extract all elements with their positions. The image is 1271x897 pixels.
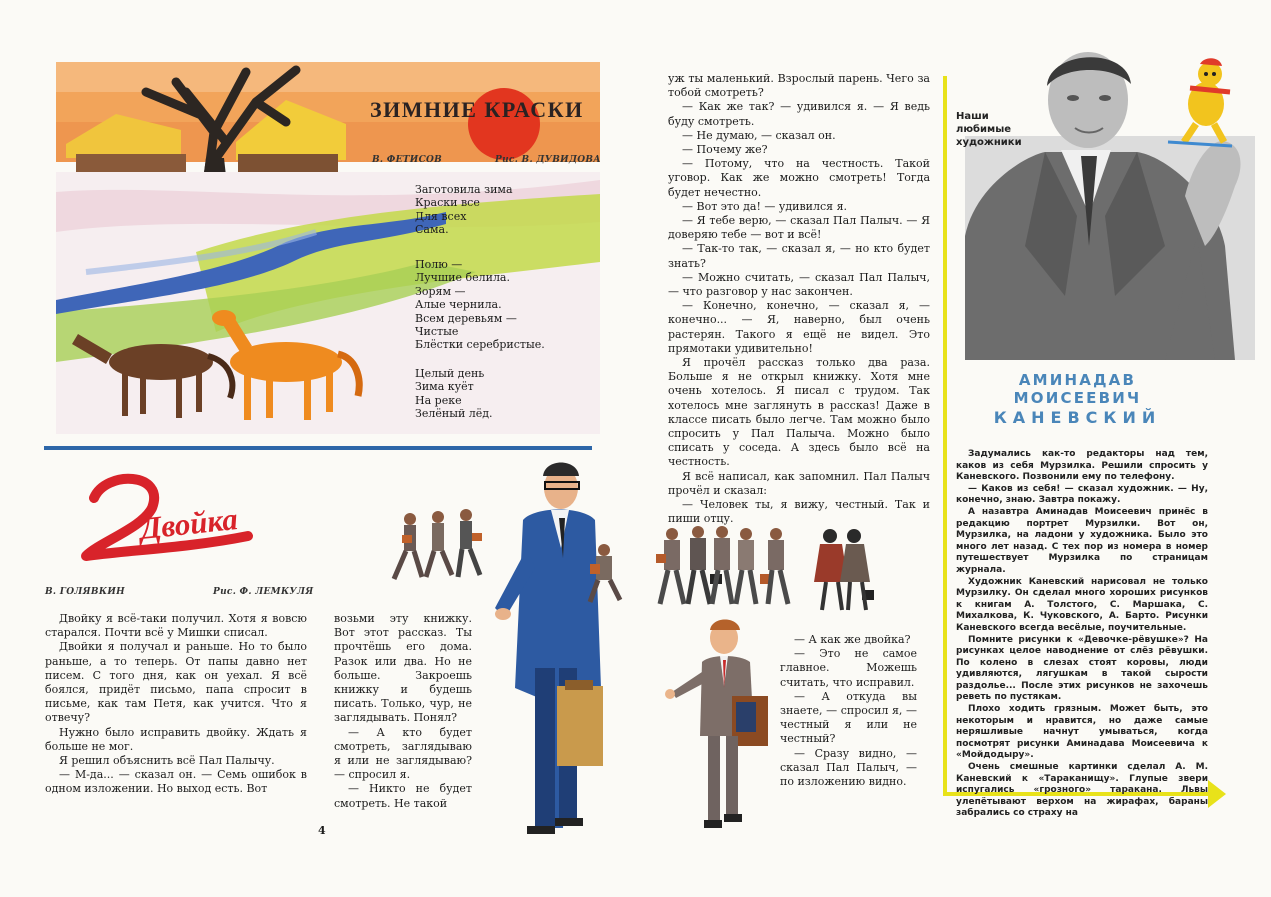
story-paragraph: — Потому, что на честность. Такой уговор. Как же можно смотреть! Тогда будет нечестно. — [668, 157, 930, 199]
story-paragraph: — Конечно, конечно, — сказал я, — конечно... — Я, наверно, был очень растерян. Такого я ещё не видел. Это прямотаки удивительно! — [668, 299, 930, 355]
story-title-word: Двойка — [138, 500, 240, 547]
artist-paragraph: Задумались как-то редакторы над тем, каков из себя Мурзилка. Решили спросить у Каневского. Позвонили ему по телефону. — [956, 449, 1208, 483]
boy-with-briefcase-illustration — [660, 616, 772, 838]
story-paragraph: — Можно считать, — сказал Пал Палыч, — что разговор у нас закончен. — [668, 270, 930, 299]
poem-author: В. ФЕТИСОВ — [372, 155, 443, 165]
story-paragraph: — М-да... — сказал он. — Семь ошибок в одном изложении. Но выход есть. Вот — [45, 768, 307, 796]
story-paragraph: Двойку я всё-таки получил. Хотя я вовсю старался. Почти всё у Мишки списал. — [45, 612, 307, 640]
artist-paragraph: Художник Каневский нарисовал не только Мурзилку. Он сделал много хороших рисунков к книгам А. Толстого, С. Маршака, С. Михалкова, К. Чуковского, А. Барто. Рисунки Каневского всегда весёлые, поучительные. — [956, 576, 1208, 633]
story-paragraph: — Человек ты, я вижу, честный. Так и пиши отцу. — [668, 498, 930, 526]
story-paragraph: Двойки я получал и раньше. Но то было раньше, а то теперь. От папы давно нет писем. С того дня, как он уехал. Я всё боялся, придёт письмо, папа спросит в письме, как там Петя, как учится. Что я отвечу? — [45, 640, 307, 725]
page-number: 4 — [318, 824, 326, 837]
teacher-illustration — [465, 458, 610, 840]
story-paragraph: — Вот это да! — удивился я. — [682, 199, 848, 213]
artist-rubric: Наши любимые художники — [956, 111, 1022, 148]
section-divider — [44, 446, 592, 450]
story-paragraph: возьми эту книжку. Вот этот рассказ. Ты прочтёшь его дома. Разок или два. Но не больше. Закроешь книжку и будешь писать. Только, чур, не заглядывать. Понял? — [334, 612, 472, 725]
story-column-3 — [668, 72, 930, 527]
school-children-illustration — [650, 520, 880, 620]
story-column-2 — [334, 612, 472, 811]
story-paragraph: — Как же так? — удивился я. — Я ведь буду смотреть. — [668, 100, 930, 128]
story-paragraph: Я решил объяснить всё Пал Палычу. — [59, 754, 275, 768]
story-paragraph: — Сразу видно, — сказал Пал Палыч, — по изложению видно. — [780, 746, 917, 789]
poem-stanza-1: Заготовила зима Краски все Для всех Сама. — [415, 183, 513, 237]
story-paragraph: — Я тебе верю, — сказал Пал Палыч. — Я доверяю тебе — вот и всё! — [668, 214, 930, 242]
murzilka-illustration — [1160, 58, 1240, 154]
story-paragraph: уж ты маленький. Взрослый парень. Чего за тобой смотреть? — [668, 72, 930, 100]
story-author: В. ГОЛЯВКИН — [45, 587, 125, 597]
story-paragraph: — А откуда вы знаете, — спросил я, — честный я или не честный? — [780, 689, 917, 746]
story-column-1 — [45, 612, 307, 797]
artist-paragraph: А назавтра Аминадав Моисеевич принёс в редакцию портрет Мурзилки. Вот он, Мурзилка, на ладони у художника. Было это много лет назад. С тех пор из номера в номер путешествует Мурзилка по страницам журнала. — [956, 506, 1208, 575]
story-title — [78, 470, 288, 566]
artist-paragraph: Плохо ходить грязным. Может быть, это некоторым и нравится, но даже самые неряшливые начнут умываться, когда посмотрят рисунки Аминадава Моисеевича к «Мойдодыру». — [956, 704, 1208, 761]
poem-stanza-2: Полю — Лучшие белила. Зорям — Алые чернила. Всем деревьям — Чистые Блёстки серебристые. — [415, 258, 545, 352]
story-paragraph: — Никто не будет смотреть. Не такой — [334, 782, 472, 810]
story-paragraph: — Это не самое главное. Можешь считать, что исправил. — [780, 647, 917, 689]
boy-illustration-small — [582, 542, 628, 606]
artist-biography — [956, 449, 1208, 820]
story-paragraph: — Так-то так, — сказал я, — но кто будет знать? — [668, 242, 930, 270]
poem-title: ЗИМНИЕ КРАСКИ — [370, 97, 584, 122]
story-paragraph: — А кто будет смотреть, заглядываю я или не заглядываю? — спросил я. — [334, 725, 472, 782]
story-paragraph: Я прочёл рассказ только два раза. Больше я не открыл книжку. Хотя мне очень хотелось. Я писал с трудом. Так хотелось мне заглянуть в рассказ! Даже в классе писать было легче. Там можно было спросить у Пал Палыча. Можно было списать у соседа. А здесь было всё на честность. — [668, 356, 930, 469]
story-paragraph: — А как же двойка? — [794, 633, 911, 646]
poem-illustrator: Рис. В. ДУВИДОВА — [495, 155, 601, 165]
artist-paragraph: Очень смешные картинки сделал А. М. Каневский к «Тараканищу». Глупые звери испугались «грозного» таракана. Львы улепётывают верхом на жирафах, бараны забрались со страху на — [956, 762, 1208, 819]
frame-arrow-icon — [1208, 780, 1226, 808]
artist-first-name: АМИНАДАВ МОИСЕЕВИЧ — [1013, 371, 1142, 407]
poem-stanza-3: Целый день Зима куёт На реке Зелёный лёд. — [415, 367, 493, 421]
artist-paragraph: — Каков из себя! — сказал художник. — Ну, конечно, знаю. Завтра покажу. — [956, 483, 1208, 506]
story-paragraph: Нужно было исправить двойку. Ждать я больше не мог. — [45, 725, 307, 753]
story-paragraph: — Не думаю, — сказал он. — [682, 128, 836, 142]
story-illustrator: Рис. Ф. ЛЕМКУЛЯ — [213, 587, 314, 597]
artist-paragraph: Помните рисунки к «Девочке-рёвушке»? На рисунках целое наводнение от слёз рёвушки. По колено в слезах стоят коровы, люди удивляются, лягушкам в такой сырости раздолье... После этих рисунков не захочешь реветь по пустякам. — [956, 634, 1208, 703]
frame-line-top — [943, 76, 947, 796]
story-paragraph: Я всё написал, как запомнил. Пал Палыч прочёл и сказал: — [668, 469, 930, 497]
story-paragraph: — Почему же? — [682, 143, 768, 157]
artist-last-name: КАНЕВСКИЙ — [993, 408, 1162, 427]
story-column-4 — [780, 633, 917, 789]
